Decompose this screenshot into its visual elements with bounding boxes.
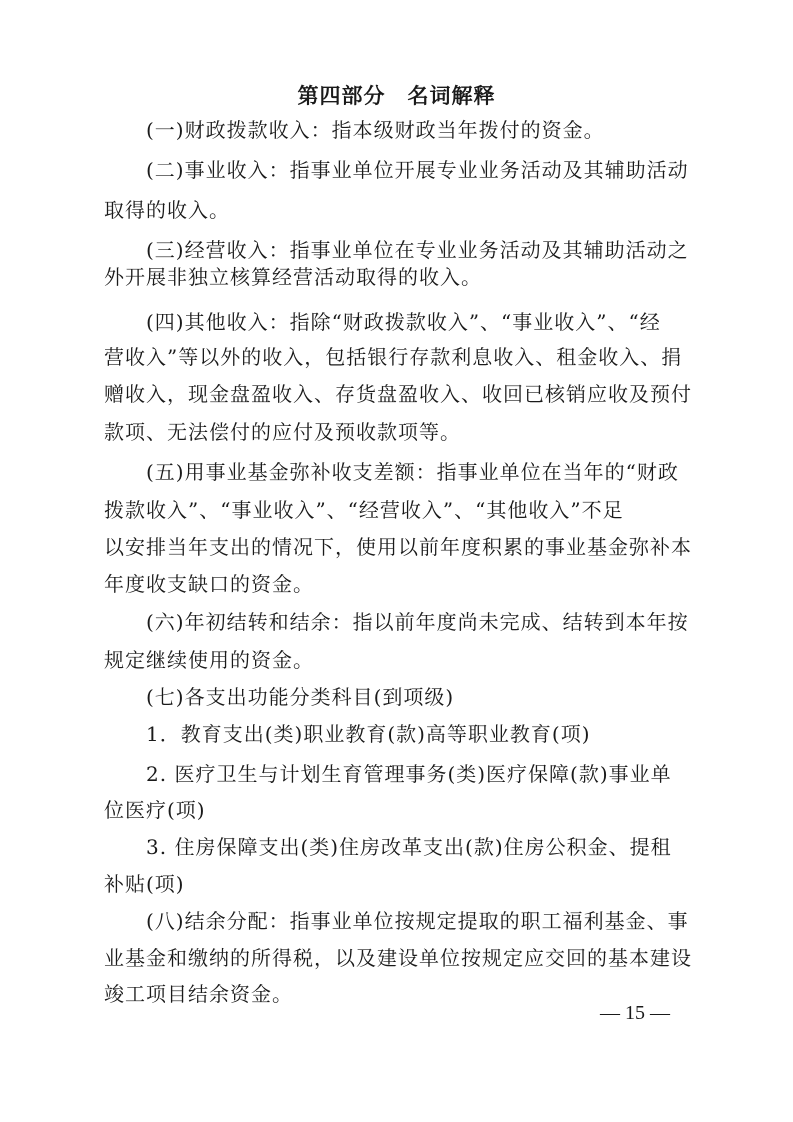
paragraph-line: 款项、无法偿付的应付及预收款项等。: [104, 420, 461, 444]
paragraph-line: 年度收支缺口的资金。: [104, 572, 314, 596]
paragraph-line: 竣工项目结余资金。: [104, 982, 293, 1006]
paragraph-line: 业基金和缴纳的所得税，以及建设单位按规定应交回的基本建设: [104, 946, 692, 970]
paragraph-line: (四)其他收入：指除“财政拨款收入”、“事业收入”、“经: [146, 310, 661, 334]
paragraph-line: (八)结余分配：指事业单位按规定提取的职工福利基金、事: [146, 909, 689, 933]
paragraph-line: (六)年初结转和结余：指以前年度尚未完成、结转到本年按: [146, 610, 689, 634]
paragraph-line: (五)用事业基金弥补收支差额：指事业单位在当年的“财政: [146, 460, 679, 484]
paragraph-line: 位医疗(项): [104, 798, 206, 822]
paragraph-line: 取得的收入。: [104, 198, 230, 222]
paragraph-line: 2. 医疗卫生与计划生育管理事务(类)医疗保障(款)事业单: [146, 762, 672, 786]
paragraph-line: 外开展非独立核算经营活动取得的收入。: [104, 265, 482, 289]
paragraph-line: 营收入”等以外的收入，包括银行存款利息收入、租金收入、捐: [104, 345, 683, 369]
paragraph-line: 以安排当年支出的情况下，使用以前年度积累的事业基金弥补本: [104, 535, 692, 559]
page-number: — 15 —: [600, 1002, 670, 1024]
paragraph-line: (二)事业收入：指事业单位开展专业业务活动及其辅助活动: [146, 158, 689, 182]
paragraph-line: 3. 住房保障支出(类)住房改革支出(款)住房公积金、提租: [146, 835, 672, 859]
paragraph-line: 规定继续使用的资金。: [104, 648, 314, 672]
paragraph-line: (一)财政拨款收入：指本级财政当年拨付的资金。: [146, 118, 605, 142]
paragraph-line: (三)经营收入：指事业单位在专业业务活动及其辅助活动之: [146, 238, 689, 262]
section-title: 第四部分 名词解释: [297, 84, 496, 108]
paragraph-line: 补贴(项): [104, 872, 185, 896]
paragraph-line: (七)各支出功能分类科目(到项级): [146, 685, 455, 709]
paragraph-line: 赠收入，现金盘盈收入、存货盘盈收入、收回已核销应收及预付: [104, 382, 692, 406]
paragraph-line: 拨款收入”、“事业收入”、“经营收入”、“其他收入”不足: [104, 498, 624, 522]
paragraph-line: 1．教育支出(类)职业教育(款)高等职业教育(项): [146, 722, 591, 746]
